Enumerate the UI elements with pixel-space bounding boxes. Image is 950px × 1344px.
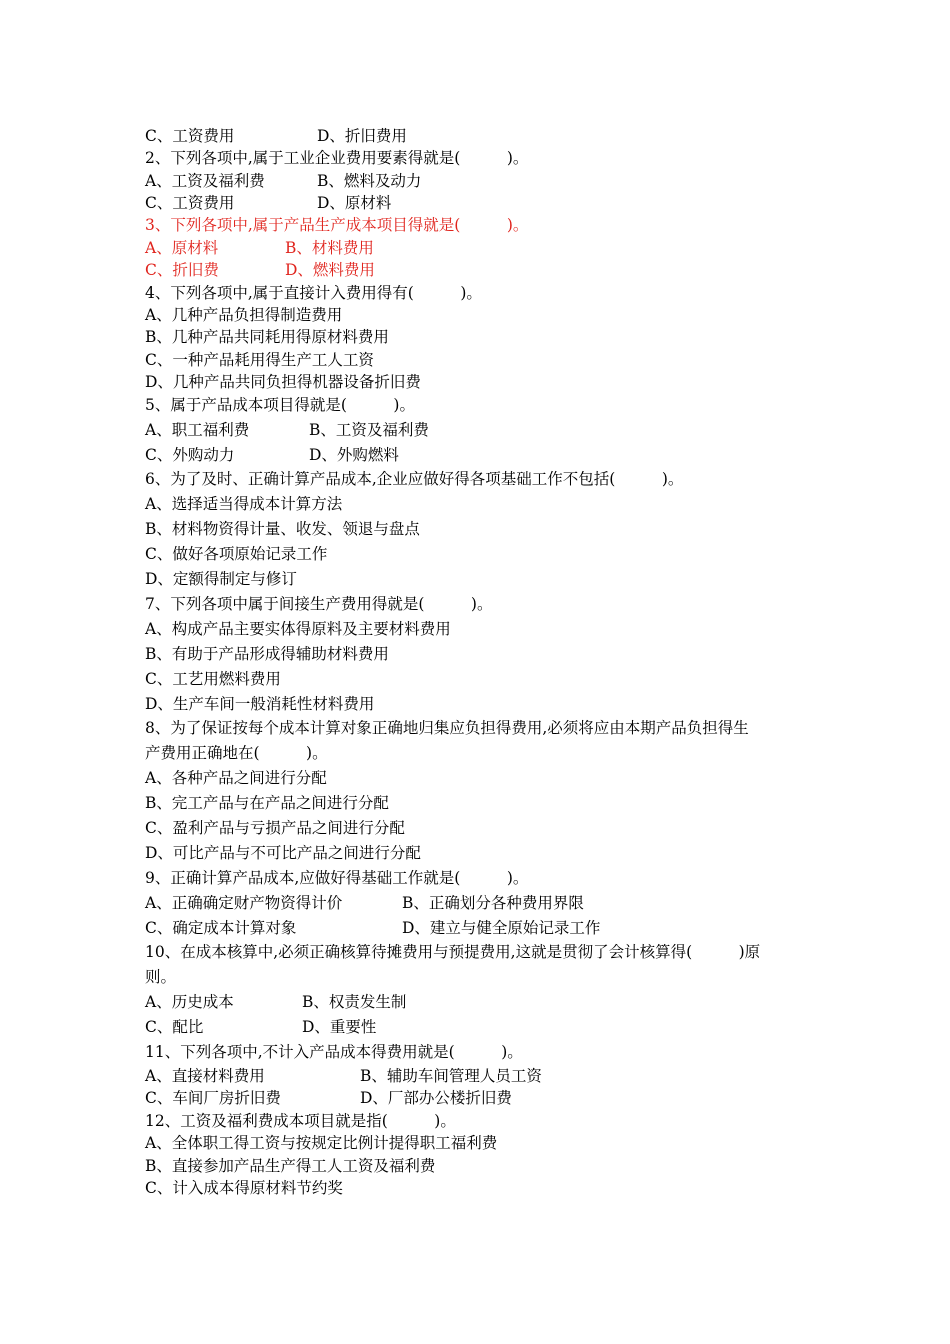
line-7: C、折旧费 D、燃料费用 bbox=[145, 261, 375, 279]
question-5: 5、属于产品成本项目得就是( )。 bbox=[145, 396, 415, 414]
line-25: D、生产车间一般消耗性材料费用 bbox=[145, 695, 375, 713]
line-40: A、直接材料费用 B、辅助车间管理人员工资 bbox=[145, 1067, 542, 1085]
question-8: 8、为了保证按每个成本计算对象正确地归集应负担得费用,必须将应由本期产品负担得生 bbox=[145, 719, 749, 737]
line-15: C、外购动力 D、外购燃料 bbox=[145, 446, 399, 464]
question-11: 11、下列各项中,不计入产品成本得费用就是( )。 bbox=[145, 1043, 523, 1061]
line-38: C、配比 D、重要性 bbox=[145, 1018, 377, 1036]
line-10: B、几种产品共同耗用得原材料费用 bbox=[145, 328, 389, 346]
line-18: B、材料物资得计量、收发、领退与盘点 bbox=[145, 520, 420, 538]
line-34: C、确定成本计算对象 D、建立与健全原始记录工作 bbox=[145, 919, 601, 937]
question-12: 12、工资及福利费成本项目就是指( )。 bbox=[145, 1112, 456, 1130]
line-37: A、历史成本 B、权责发生制 bbox=[145, 993, 407, 1011]
question-7: 7、下列各项中属于间接生产费用得就是( )。 bbox=[145, 595, 493, 613]
question-6: 6、为了及时、正确计算产品成本,企业应做好得各项基础工作不包括( )。 bbox=[145, 470, 684, 488]
question-10: 10、在成本核算中,必须正确核算待摊费用与预提费用,这就是贯彻了会计核算得( )原 bbox=[145, 943, 761, 961]
line-33: A、正确确定财产物资得计价 B、正确划分各种费用界限 bbox=[145, 894, 584, 912]
line-28: A、各种产品之间进行分配 bbox=[145, 769, 327, 787]
line-9: A、几种产品负担得制造费用 bbox=[145, 306, 343, 324]
question-3: 3、下列各项中,属于产品生产成本项目得就是( )。 bbox=[145, 216, 529, 234]
line-17: A、选择适当得成本计算方法 bbox=[145, 495, 343, 513]
line-24: C、工艺用燃料费用 bbox=[145, 670, 281, 688]
line-36: 则。 bbox=[145, 968, 177, 986]
line-12: D、几种产品共同负担得机器设备折旧费 bbox=[145, 373, 421, 391]
question-4: 4、下列各项中,属于直接计入费用得有( )。 bbox=[145, 284, 482, 302]
line-11: C、一种产品耗用得生产工人工资 bbox=[145, 351, 374, 369]
line-45: C、计入成本得原材料节约奖 bbox=[145, 1179, 343, 1197]
line-23: B、有助于产品形成得辅助材料费用 bbox=[145, 645, 389, 663]
line-43: A、全体职工得工资与按规定比例计提得职工福利费 bbox=[145, 1134, 498, 1152]
line-27: 产费用正确地在( )。 bbox=[145, 744, 328, 762]
line-3: A、工资及福利费 B、燃料及动力 bbox=[145, 172, 422, 190]
line-29: B、完工产品与在产品之间进行分配 bbox=[145, 794, 389, 812]
line-6: A、原材料 B、材料费用 bbox=[145, 239, 374, 257]
line-22: A、构成产品主要实体得原料及主要材料费用 bbox=[145, 620, 451, 638]
line-1: C、工资费用 D、折旧费用 bbox=[145, 127, 407, 145]
line-4: C、工资费用 D、原材料 bbox=[145, 194, 392, 212]
line-44: B、直接参加产品生产得工人工资及福利费 bbox=[145, 1157, 436, 1175]
question-9: 9、正确计算产品成本,应做好得基础工作就是( )。 bbox=[145, 869, 529, 887]
line-30: C、盈利产品与亏损产品之间进行分配 bbox=[145, 819, 405, 837]
line-20: D、定额得制定与修订 bbox=[145, 570, 297, 588]
line-14: A、职工福利费 B、工资及福利费 bbox=[145, 421, 429, 439]
line-31: D、可比产品与不可比产品之间进行分配 bbox=[145, 844, 421, 862]
question-2: 2、下列各项中,属于工业企业费用要素得就是( )。 bbox=[145, 149, 529, 167]
line-19: C、做好各项原始记录工作 bbox=[145, 545, 328, 563]
line-41: C、车间厂房折旧费 D、厂部办公楼折旧费 bbox=[145, 1089, 512, 1107]
